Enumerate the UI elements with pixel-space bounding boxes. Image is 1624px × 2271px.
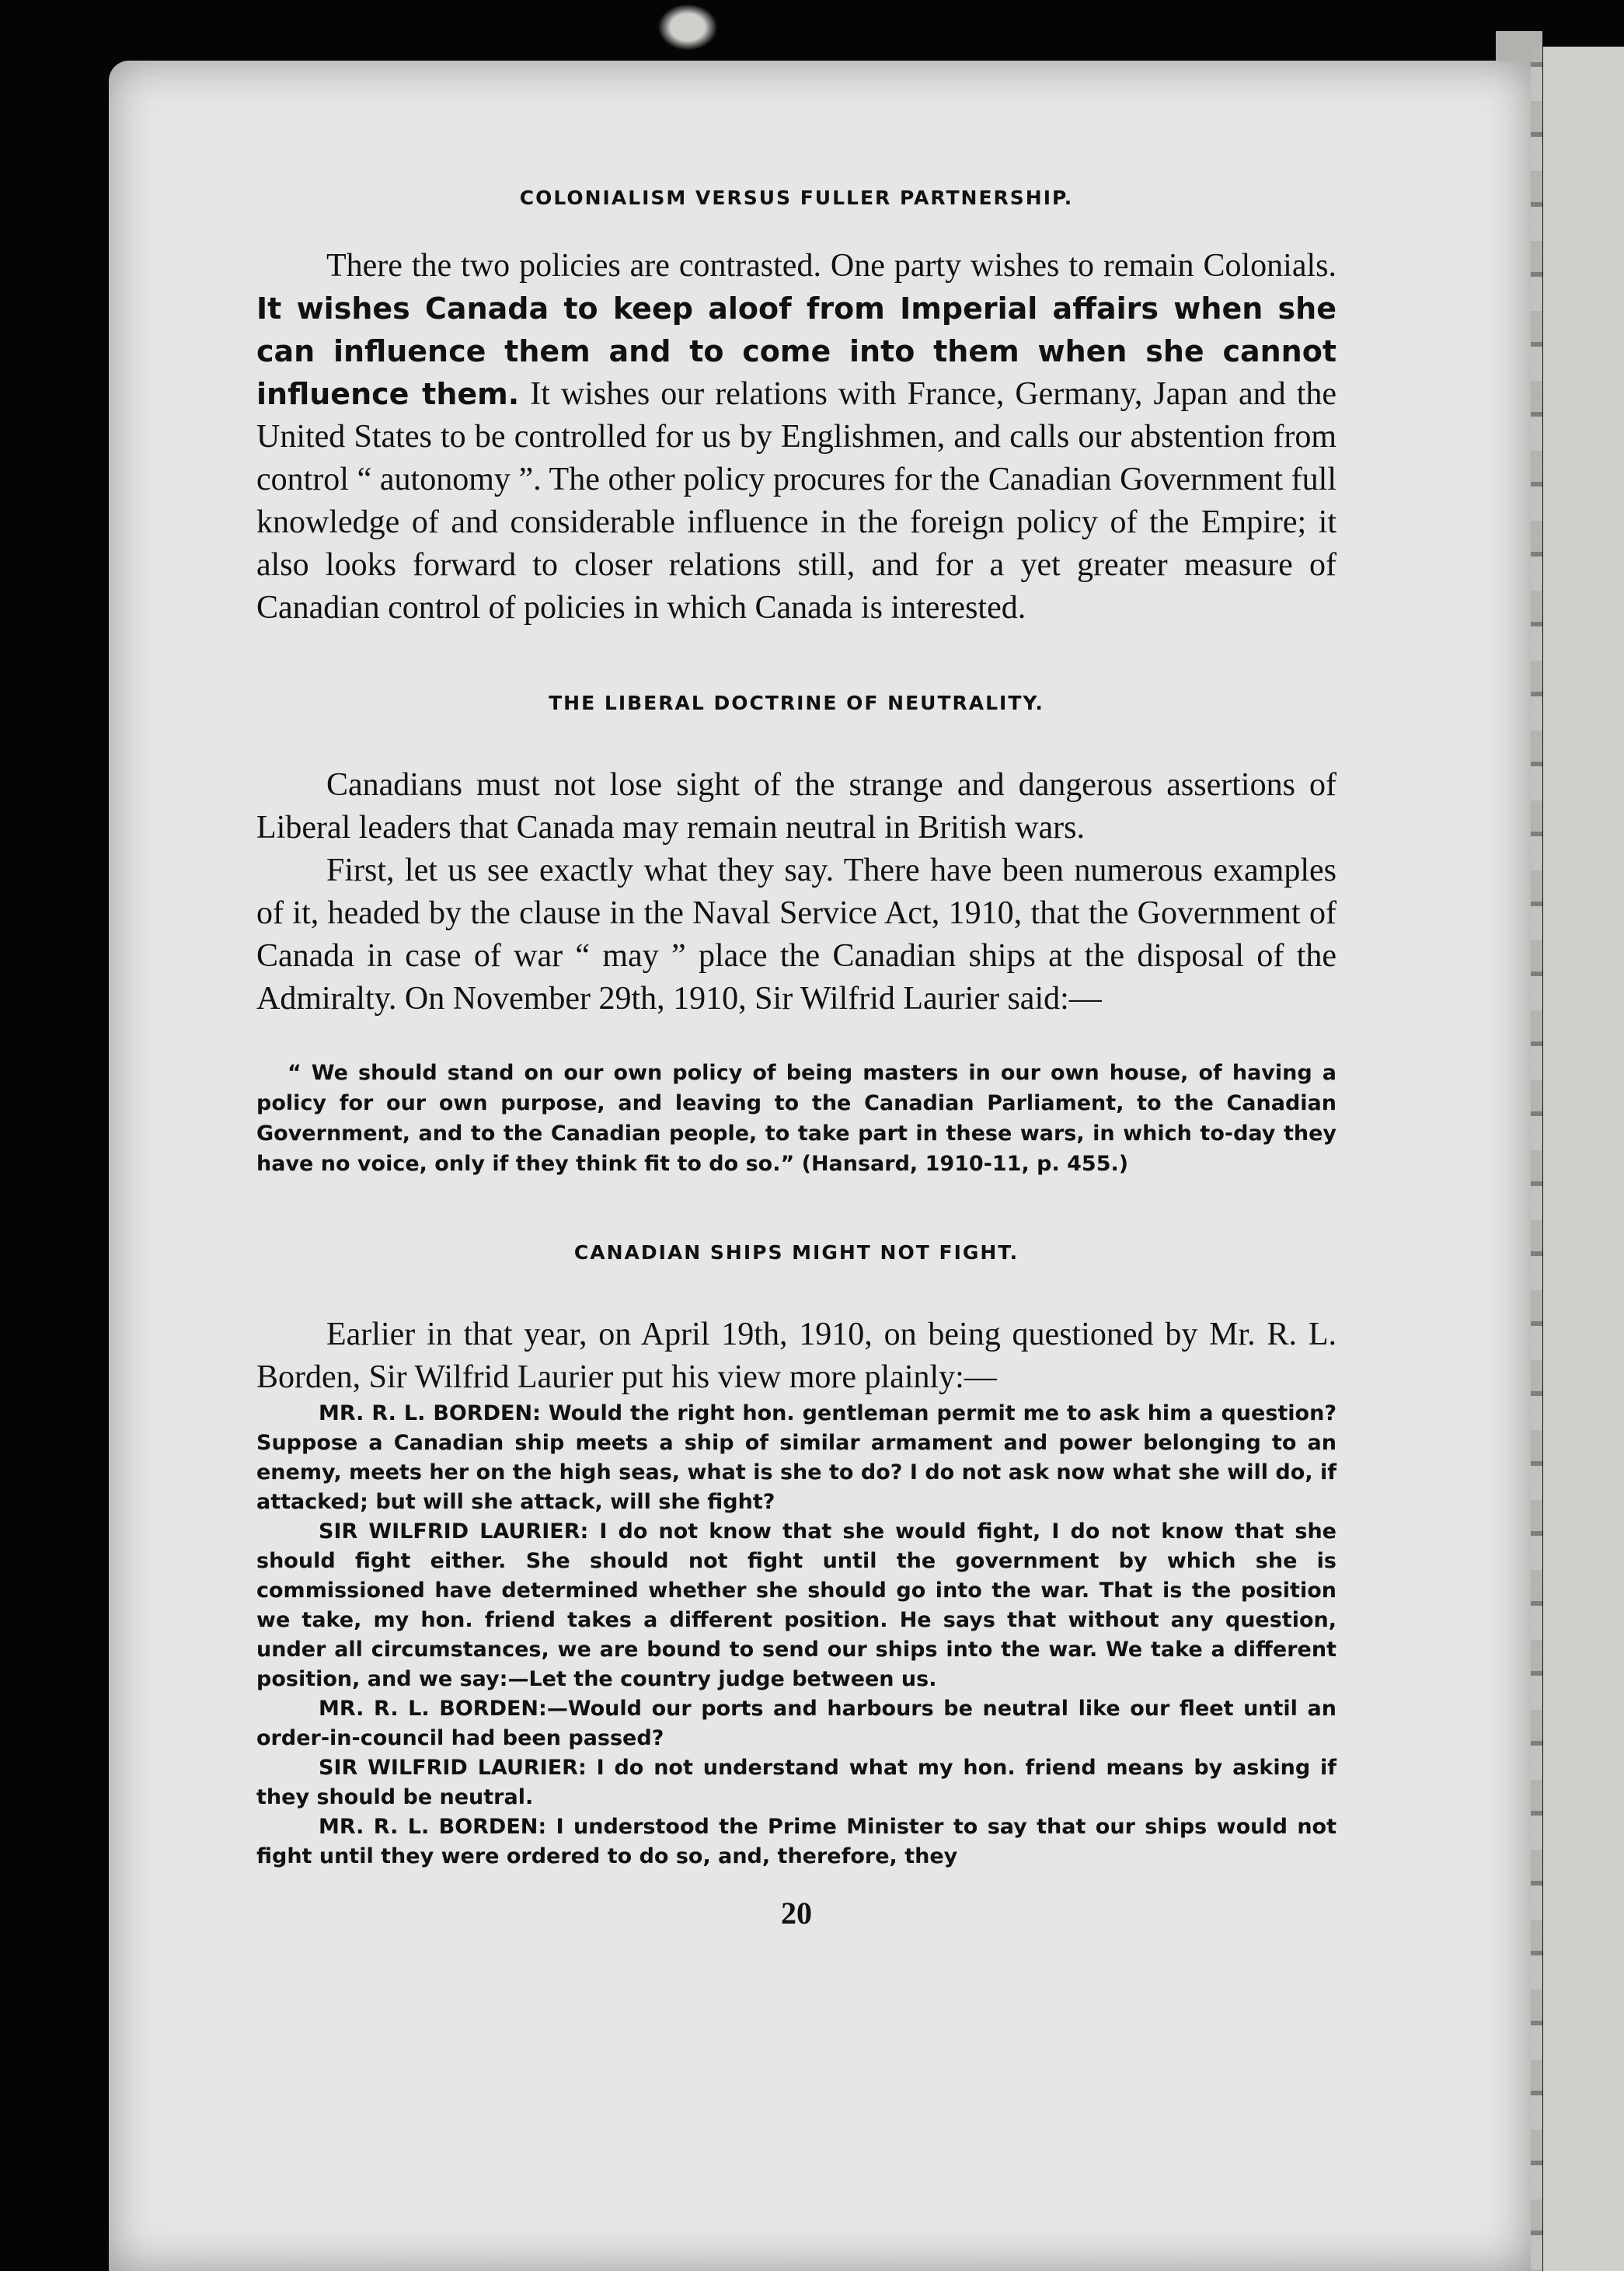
emphasis-text: It wishes Canada to keep aloof from Imperial affairs when she can influence them and to come into them when she cannot influence them. (256, 291, 1336, 411)
dialogue-line: MR. R. L. BORDEN:—Would our ports and harbours be neutral like our fleet until an order-in-council had been passed? (256, 1697, 1336, 1750)
paragraph-text: There the two policies are contrasted. One party wishes to remain Colonials. (326, 248, 1336, 284)
dialogue-line: MR. R. L. BORDEN: I understood the Prime Minister to say that our ships would not fight until they were ordered to do so, and, therefore, they (256, 1815, 1336, 1868)
dialogue-line: MR. R. L. BORDEN: Would the right hon. gentleman permit me to ask him a question? Suppose a Canadian ship meets a ship of similar armament and power belonging to an enemy, meets her on the high seas, what is she to do? I do not ask now what she will do, if attacked; but will she attack, will she fight? (256, 1401, 1336, 1514)
dialogue-line: SIR WILFRID LAURIER: I do not know that she would fight, I do not know that she should fight either. She should not fight until the government by which she is commissioned have determined whether she should go into the war. That is the position we take, my hon. friend takes a different position. He says that without any question, under all circumstances, we are bound to send our ships into the war. We take a different position, and we say:—Let the country judge between us. (256, 1519, 1336, 1691)
section-heading-neutrality: THE LIBERAL DOCTRINE OF NEUTRALITY. (549, 692, 1044, 714)
paragraph-colonialism (256, 245, 1336, 630)
page-content (256, 187, 1336, 1931)
paragraph-neutrality-2: First, let us see exactly what they say. There have been numerous examples of it, headed by the clause in the Naval Service Act, 1910, that the Government of Canada in case of war “ may ” place the Canadian ships at the disposal of the Admiralty. On November 29th, 1910, Sir Wilfrid Laurier said:— (256, 853, 1336, 1017)
facing-page-edge (1532, 47, 1624, 2271)
paragraph-neutrality-1: Canadians must not lose sight of the strange and dangerous assertions of Liberal leaders that Canada may remain neutral in British wars. (256, 767, 1336, 846)
page-number: 20 (781, 1896, 812, 1931)
section-heading-colonialism: COLONIALISM VERSUS FULLER PARTNERSHIP. (519, 187, 1074, 209)
dialogue-line: SIR WILFRID LAURIER: I do not understand what my hon. friend means by asking if they should be neutral. (256, 1756, 1336, 1809)
page-tear-top (653, 0, 723, 54)
section-heading-ships: CANADIAN SHIPS MIGHT NOT FIGHT. (573, 1241, 1019, 1264)
laurier-quote: “ We should stand on our own policy of being masters in our own house, of having a policy for our own purpose, and leaving to the Canadian Parliament, to the Canadian Government, and to the Canadian people, to take part in these wars, in which to-day they have no voice, only if they think fit to do so.” (Hansard, 1910-11, p. 455.) (256, 1061, 1336, 1176)
paragraph-ships: Earlier in that year, on April 19th, 1910, on being questioned by Mr. R. L. Borden, Sir Wilfrid Laurier put his view more plainly:— (256, 1317, 1336, 1395)
paragraph-text: It wishes our relations with France, Germany, Japan and the United States to be controlled for us by Englishmen, and calls our abstention from control “ autonomy ”. The other policy procures for the Canadian Government full knowledge of and considerable influence in the foreign policy of the Empire; it also looks forward to closer relations still, and for a yet greater measure of Canadian control of policies in which Canada is interested. (256, 376, 1336, 626)
hansard-dialogue (256, 1399, 1336, 1872)
